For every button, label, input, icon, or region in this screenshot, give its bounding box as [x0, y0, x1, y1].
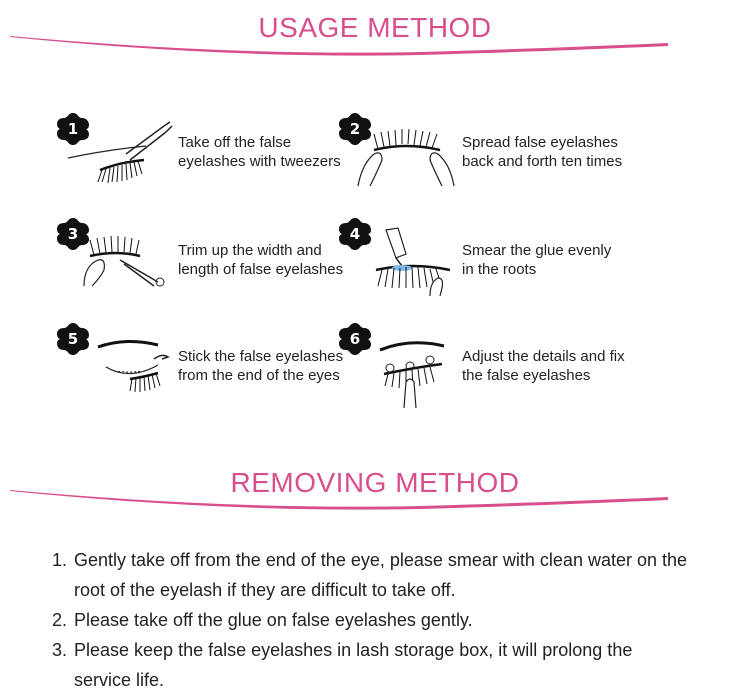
step-text: Smear the glue evenly in the roots — [462, 242, 612, 278]
step-text: Take off the false eyelashes with tweezers — [178, 134, 341, 170]
adjust-eyelash-icon — [376, 336, 458, 410]
list-item: 2. Please take off the glue on false eyelashes gently. — [52, 610, 473, 630]
step-number-badge: 5 — [56, 322, 90, 356]
step-text: Stick the false eyelashes from the end of the eyes — [178, 348, 344, 384]
list-item: 1. Gently take off from the end of the eye, please smear with clean water on the root of the eyelash if they are difficult to take off. — [52, 550, 688, 600]
step-number-badge: 1 — [56, 112, 90, 146]
usage-method-title: USAGE METHOD — [258, 12, 492, 43]
step-number-badge: 6 — [338, 322, 372, 356]
removing-method-title: REMOVING METHOD — [230, 467, 520, 498]
tweezers-eyelash-icon — [66, 120, 176, 190]
step-number-badge: 4 — [338, 217, 372, 251]
step-number-badge: 2 — [338, 112, 372, 146]
step-text: Adjust the details and fix the false eyelashes — [462, 348, 625, 384]
scissors-trimming-eyelash-icon — [80, 230, 170, 288]
glue-tube-eyelash-icon — [372, 226, 458, 298]
closed-eye-eyelash-icon — [96, 335, 176, 397]
step-text: Spread false eyelashes back and forth ten times — [462, 134, 623, 170]
step-text: Trim up the width and length of false eyelashes — [178, 242, 344, 278]
removing-title-swoosh — [0, 484, 750, 514]
step-number-badge: 3 — [56, 217, 90, 251]
usage-title-swoosh — [0, 30, 750, 60]
hands-spreading-eyelash-icon — [356, 128, 456, 188]
list-item: 3. Please keep the false eyelashes in lash storage box, it will prolong the service life. — [52, 640, 633, 690]
removing-instructions-list — [52, 545, 692, 695]
